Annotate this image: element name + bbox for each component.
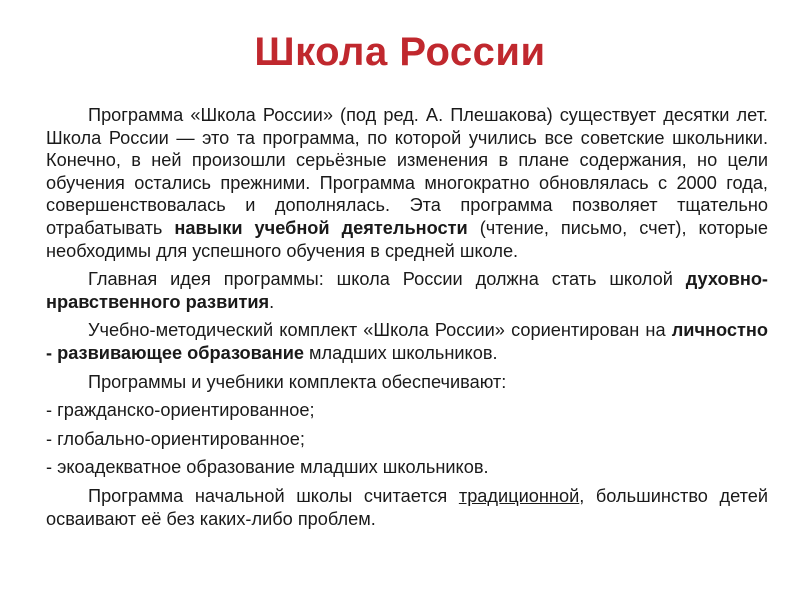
paragraph-complex-text-1: Учебно-методический комплект «Школа России» сориентирован на <box>88 320 672 341</box>
list-item-eco: - экоадекватное образование младших школьников. <box>46 457 489 478</box>
slide-title: Школа России <box>254 30 546 74</box>
slide-body <box>46 104 768 536</box>
paragraph-provides: Программы и учебники комплекта обеспечивают: <box>88 371 507 392</box>
paragraph-main-idea-text-2: . <box>269 291 275 312</box>
paragraph-main-idea <box>46 268 768 313</box>
paragraph-intro-text-1: Программа «Школа России» (под ред. А. Плешакова) существует десятки лет. Школа России — это та программа, по которой учились все советские школьники. Конечно, в ней произошли серьёзные изменения в плане содержания, но цели обучения остались прежними. Программа многократно обновлялась с 2000 года, совершенствовалась и дополнялась. Эта программа позволяет тщательно отрабатывать <box>46 105 768 238</box>
paragraph-complex <box>46 319 768 364</box>
paragraph-complex-bold: личностно - развивающее образование <box>46 320 768 363</box>
paragraph-traditional-text-1: Программа начальной школы считается <box>88 485 459 506</box>
paragraph-intro-text-2: (чтение, письмо, счет), которые необходимы для успешного обучения в средней школе. <box>46 217 768 261</box>
paragraph-traditional <box>46 485 768 530</box>
list-item-civic: - гражданско-ориентированное; <box>46 400 315 421</box>
list-item-global: - глобально-ориентированное; <box>46 428 305 449</box>
paragraph-traditional-text-2: , большинство детей осваивают её без каких-либо проблем. <box>46 485 768 529</box>
paragraph-complex-text-2: младших школьников. <box>304 342 498 363</box>
paragraph-traditional-underline: традиционной <box>458 485 580 506</box>
paragraph-intro <box>46 104 768 262</box>
paragraph-main-idea-bold: духовно-нравственного развития <box>46 269 768 312</box>
paragraph-main-idea-text-1: Главная идея программы: школа России должна стать школой <box>88 269 686 290</box>
paragraph-intro-bold: навыки учебной деятельности <box>174 217 468 238</box>
